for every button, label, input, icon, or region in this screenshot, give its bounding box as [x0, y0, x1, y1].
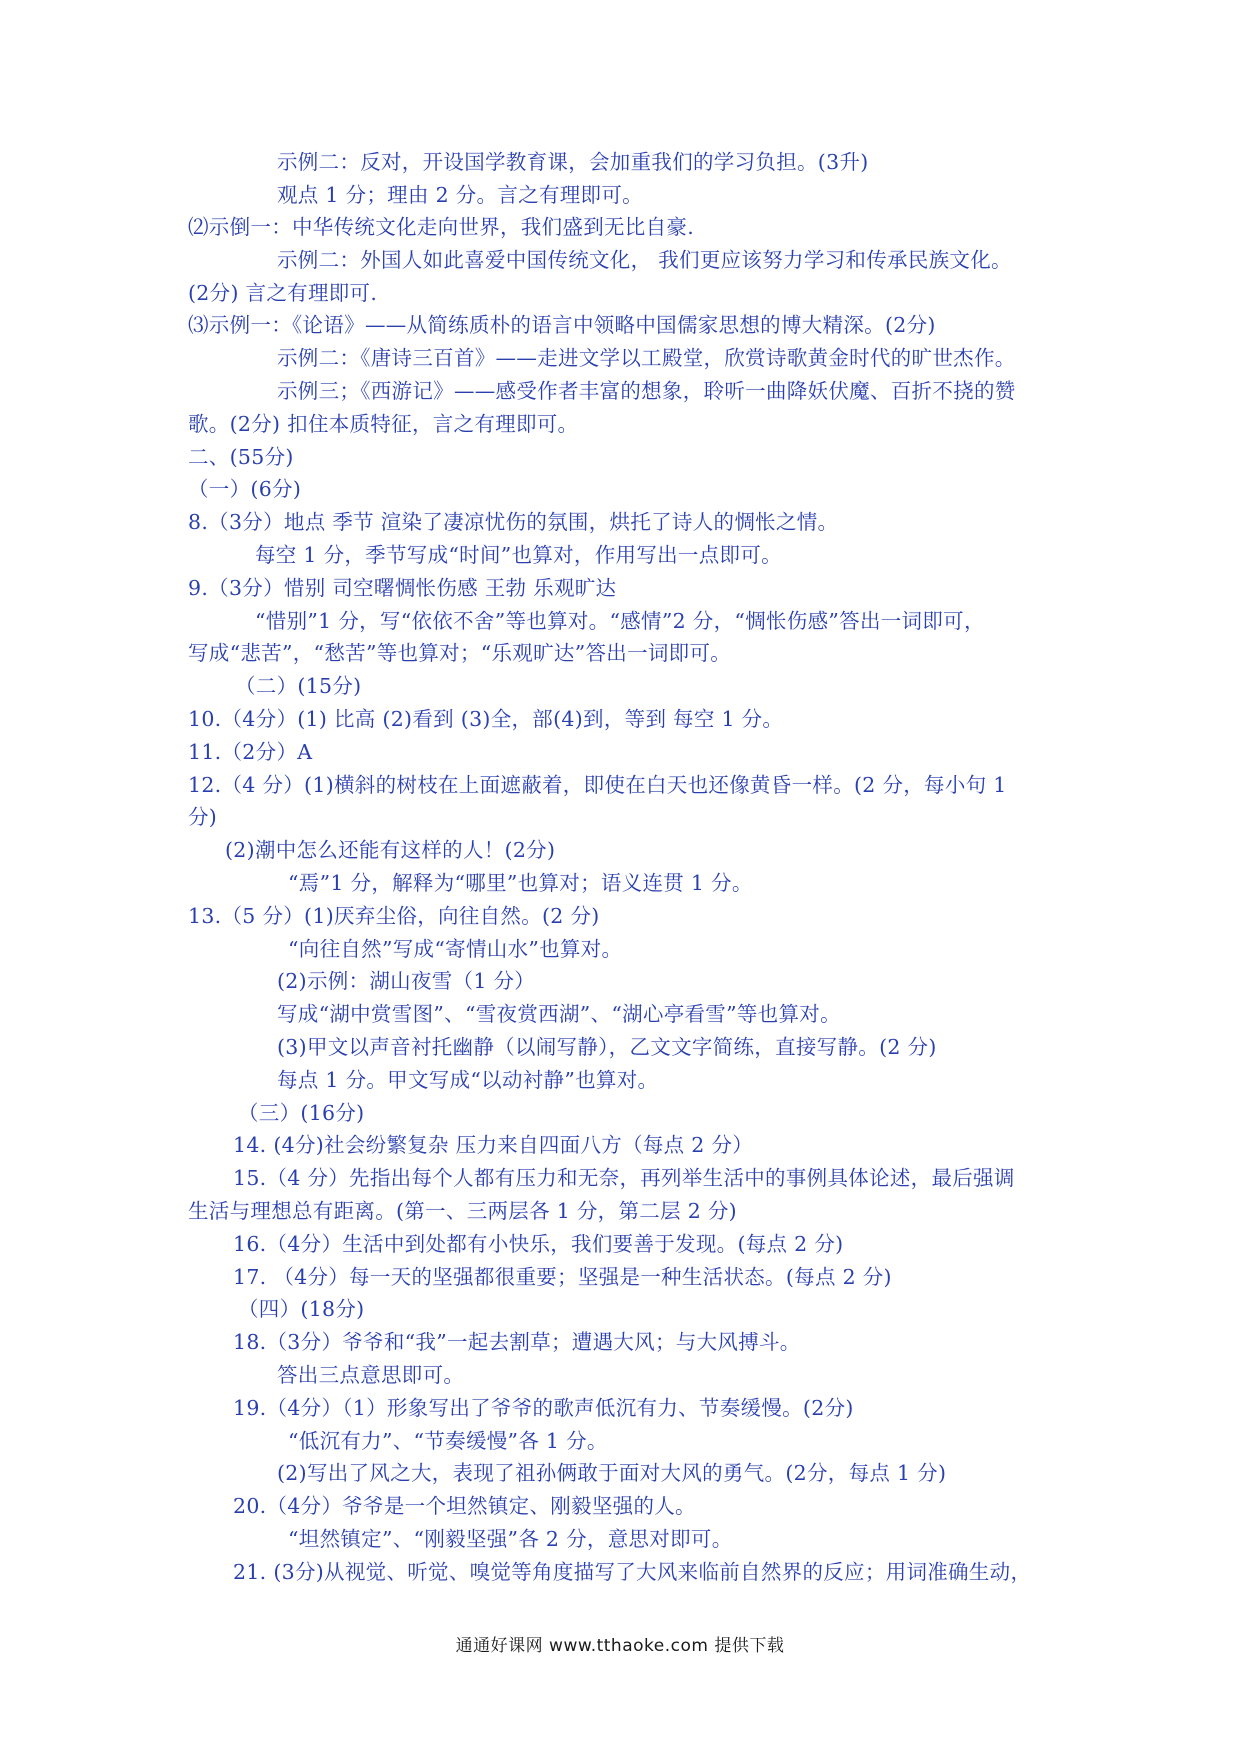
text-line: (2)潮中怎么还能有这样的人！(2分): [225, 838, 556, 862]
text-line: 写成“湖中赏雪图”、“雪夜赏西湖”、“湖心亭看雪”等也算对。: [277, 1002, 841, 1026]
text-line: “焉”1 分，解释为“哪里”也算对；语义连贯 1 分。: [288, 871, 753, 895]
text-line: 示例二：反对，开设国学教育课，会加重我们的学习负担。(3升): [277, 150, 869, 174]
text-line: (2分) 言之有理即可.: [188, 281, 378, 305]
text-line: 示例三；《西游记》——感受作者丰富的想象，聆听一曲降妖伏魔、百折不挠的赞: [277, 379, 1016, 403]
text-line: 示例二：外国人如此喜爱中国传统文化， 我们更应该努力学习和传承民族文化。: [277, 248, 1012, 272]
text-line: (2)写出了风之大，表现了祖孙俩敢于面对大风的勇气。(2分，每点 1 分): [277, 1461, 947, 1485]
answer-line: 18.（3分）爷爷和“我”一起去割草；遭遇大风；与大风搏斗。: [233, 1330, 801, 1354]
text-line: 每空 1 分，季节写成“时间”也算对，作用写出一点即可。: [255, 543, 782, 567]
text-line: 生活与理想总有距离。(第一、三两层各 1 分，第二层 2 分): [188, 1199, 737, 1223]
answer-line: 14. (4分)社会纷繁复杂 压力来自四面八方（每点 2 分）: [233, 1133, 754, 1157]
text-line: 写成“悲苦”，“愁苦”等也算对；“乐观旷达”答出一词即可。: [188, 641, 732, 665]
answer-line: 16.（4分）生活中到处都有小快乐，我们要善于发现。(每点 2 分): [233, 1232, 844, 1256]
answer-line: 15.（4 分）先指出每个人都有压力和无奈，再列举生活中的事例具体论述，最后强调: [233, 1166, 1015, 1190]
answer-line: 8.（3分）地点 季节 渲染了凄凉忧伤的氛围，烘托了诗人的惆怅之情。: [188, 510, 839, 534]
page-footer: 通通好课网 www.tthaoke.com 提供下载: [455, 1636, 785, 1656]
section-heading: （四）(18分): [238, 1297, 365, 1321]
text-line: ⑵示倒一：中华传统文化走向世界，我们盛到无比自豪.: [188, 215, 695, 239]
answer-line: 17. （4分）每一天的坚强都很重要；坚强是一种生活状态。(每点 2 分): [233, 1265, 892, 1289]
answer-line: 19.（4分）（1）形象写出了爷爷的歌声低沉有力、节奏缓慢。(2分): [233, 1396, 854, 1420]
text-line: “坦然镇定”、“刚毅坚强”各 2 分，意思对即可。: [288, 1527, 733, 1551]
text-line: “低沉有力”、“节奏缓慢”各 1 分。: [288, 1429, 608, 1453]
text-line: 观点 1 分；理由 2 分。言之有理即可。: [277, 183, 643, 207]
section-heading: （二）(15分): [235, 674, 362, 698]
text-line: ⑶示例一：《论语》——从简练质朴的语言中领略中国儒家思想的博大精深。(2分): [188, 313, 936, 337]
text-line: 歌。(2分) 扣住本质特征，言之有理即可。: [188, 412, 579, 436]
answer-line: 10.（4分）(1) 比高 (2)看到 (3)全，部(4)到，等到 每空 1 分。: [188, 707, 784, 731]
text-line: 分): [188, 805, 218, 829]
text-line: 示例二：《唐诗三百首》——走进文学以工殿堂，欣赏诗歌黄金时代的旷世杰作。: [277, 346, 1016, 370]
answer-line: 12.（4 分）(1)横斜的树枝在上面遮蔽着，即使在白天也还像黄昏一样。(2 分，每小句 1: [188, 773, 1007, 797]
text-line: (2)示例：湖山夜雪（1 分）: [277, 969, 536, 993]
answer-line: 9.（3分）惜别 司空曙惆怅伤感 王勃 乐观旷达: [188, 576, 617, 600]
text-line: 答出三点意思即可。: [277, 1363, 465, 1387]
text-line: 每点 1 分。甲文写成“以动衬静”也算对。: [277, 1068, 659, 1092]
section-heading: （一）(6分): [188, 477, 302, 501]
answer-line: 21. (3分)从视觉、听觉、嗅觉等角度描写了大风来临前自然界的反应；用词准确生动，: [233, 1560, 1032, 1584]
text-line: “惜别”1 分，写“依依不舍”等也算对。“感情”2 分，“惆怅伤感”答出一词即可，: [255, 609, 985, 633]
section-heading: （三）(16分): [238, 1101, 365, 1125]
answer-line: 13.（5 分）(1)厌弃尘俗，向往自然。(2 分): [188, 904, 600, 928]
text-line: (3)甲文以声音衬托幽静（以闹写静），乙文文字简练，直接写静。(2 分): [277, 1035, 937, 1059]
section-heading: 二、(55分): [188, 445, 294, 469]
answer-line: 20.（4分）爷爷是一个坦然镇定、刚毅坚强的人。: [233, 1494, 696, 1518]
text-line: “向往自然”写成“寄情山水”也算对。: [288, 937, 623, 961]
answer-line: 11.（2分）A: [188, 740, 313, 764]
